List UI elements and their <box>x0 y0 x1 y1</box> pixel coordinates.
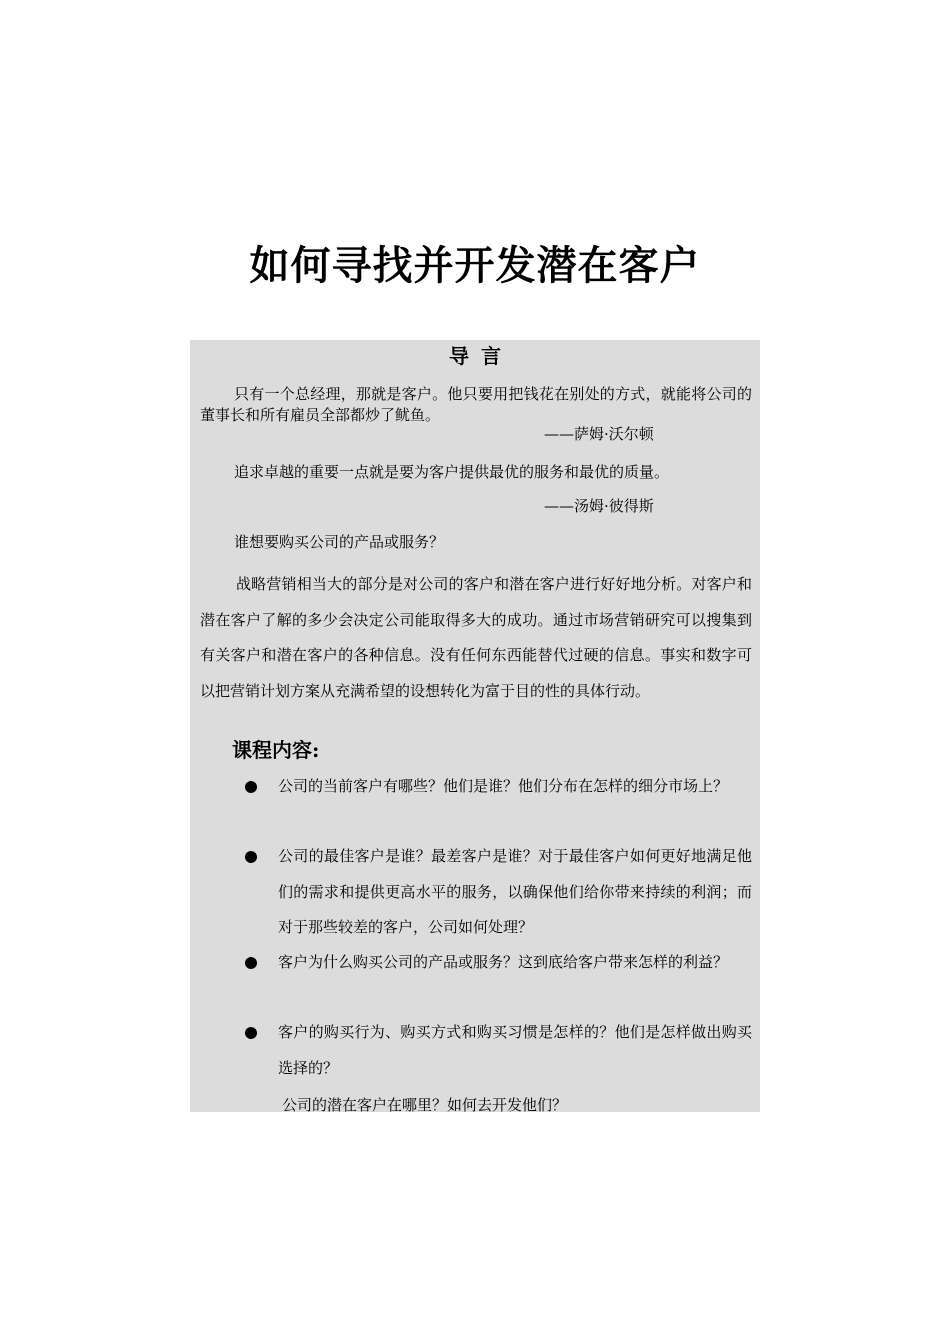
bullet-icon <box>245 781 257 793</box>
intro-heading: 导言 <box>449 344 513 368</box>
intro-paragraph: 战略营销相当大的部分是对公司的客户和潜在客户进行好好地分析。对客户和潜在客户了解的多少会决定公司能取得多大的成功。通过市场营销研究可以搜集到有关客户和潜在客户的各种信息。没有任何东西能替代过硬的信息。事实和数字可以把营销计划方案从充满希望的设想转化为富于目的性的具体行动。 <box>200 575 752 700</box>
course-item: 公司的当前客户有哪些？他们是谁？他们分布在怎样的细分市场上？ <box>278 777 729 795</box>
quote-attribution: ——萨姆·沃尔顿 <box>544 425 654 443</box>
intro-question: 谁想要购买公司的产品或服务？ <box>234 533 445 551</box>
intro-box <box>190 340 760 1112</box>
bullet-icon <box>245 957 257 969</box>
bullet-icon <box>245 851 257 863</box>
document-title: 如何寻找并开发潜在客户 <box>249 242 701 289</box>
course-item: 客户的购买行为、购买方式和购买习惯是怎样的？他们是怎样做出购买选择的？ <box>278 1023 752 1077</box>
bullet-icon <box>245 1027 257 1039</box>
course-item-last: 公司的潜在客户在哪里？如何去开发他们？ <box>282 1096 568 1114</box>
course-heading: 课程内容: <box>232 738 320 762</box>
quote-text: 只有一个总经理，那就是客户。他只要用把钱花在别处的方式，就能将公司的董事长和所有雇员全部都炒了鱿鱼。 <box>200 385 752 424</box>
course-item: 客户为什么购买公司的产品或服务？这到底给客户带来怎样的利益？ <box>278 953 729 971</box>
course-item: 公司的最佳客户是谁？最差客户是谁？对于最佳客户如何更好地满足他们的需求和提供更高水平的服务，以确保他们给你带来持续的利润；而对于那些较差的客户，公司如何处理？ <box>278 847 752 936</box>
quote-text: 追求卓越的重要一点就是要为客户提供最优的服务和最优的质量。 <box>234 463 670 481</box>
quote-attribution: ——汤姆·彼得斯 <box>544 497 654 515</box>
